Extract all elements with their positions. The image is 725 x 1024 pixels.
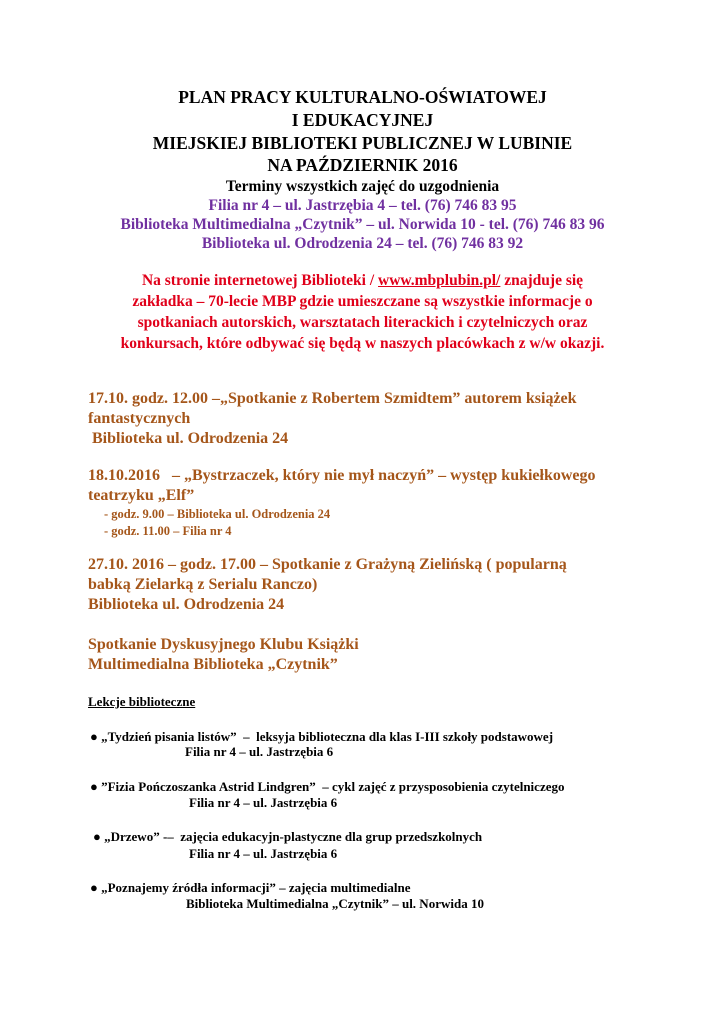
contact-czytnik: Biblioteka Multimedialna „Czytnik” – ul. Norwida 10 - tel. (76) 746 83 96 [120, 216, 605, 233]
event-4-line-1: Spotkanie Dyskusyjnego Klubu Książki [88, 636, 359, 653]
event-2-line-2: teatrzyku „Elf” [88, 487, 195, 504]
title-line-3: MIEJSKIEJ BIBLIOTEKI PUBLICZNEJ W LUBINIE [152, 133, 573, 153]
notice-line-1 [0, 272, 725, 290]
notice-line-4: konkursach, które odbywać się będą w naszych placówkach z w/w okazji. [120, 335, 605, 352]
event-1-place: Biblioteka ul. Odrodzenia 24 [88, 430, 289, 447]
notice-line-3: spotkaniach autorskich, warsztatach literackich i czytelniczych oraz [137, 314, 588, 331]
lesson-2-title: ● ”Fizia Pończoszanka Astrid Lindgren” – cykl zajęć z przysposobienia czytelniczego [90, 779, 565, 794]
event-3-line-1: 27.10. 2016 – godz. 17.00 – Spotkanie z Grażyną Zielińską ( popularną [88, 556, 567, 573]
lesson-3-title: ● „Drzewo” -– zajęcia edukacyjn-plastyczne dla grup przedszkolnych [93, 829, 483, 844]
title-line-4: NA PAŹDZIERNIK 2016 [267, 155, 458, 175]
event-2-time-1: - godz. 9.00 – Biblioteka ul. Odrodzenia 24 [104, 507, 331, 521]
notice-text: Na stronie internetowej Biblioteki / [141, 272, 379, 289]
contact-filia-4: Filia nr 4 – ul. Jastrzębia 4 – tel. (76) 746 83 95 [208, 197, 517, 214]
event-2-time-2: - godz. 11.00 – Filia nr 4 [104, 524, 232, 538]
subtitle: Terminy wszystkich zajęć do uzgodnienia [225, 178, 500, 195]
title-line-1: PLAN PRACY KULTURALNO-OŚWIATOWEJ [178, 87, 547, 107]
notice-line-2: zakładka – 70-lecie MBP gdzie umieszczane są wszystkie informacje o [132, 293, 593, 310]
event-4-line-2: Multimedialna Biblioteka „Czytnik” [88, 656, 338, 673]
event-2-line-1: 18.10.2016 – „Bystrzaczek, który nie mył naczyń” – występ kukiełkowego [88, 467, 596, 484]
website-link[interactable]: www.mbplubin.pl/ [378, 272, 501, 289]
lesson-1-place: Filia nr 4 – ul. Jastrzębia 6 [185, 744, 334, 759]
lesson-4-place: Biblioteka Multimedialna „Czytnik” – ul. Norwida 10 [186, 896, 484, 911]
title-line-2: I EDUKACYJNEJ [291, 110, 434, 130]
lesson-4-title: ● „Poznajemy źródła informacji” – zajęcia multimedialne [90, 880, 411, 895]
lesson-1-title: ● „Tydzień pisania listów” – leksyja biblioteczna dla klas I-III szkoły podstawowej [90, 729, 554, 744]
contact-odrodzenia: Biblioteka ul. Odrodzenia 24 – tel. (76) 746 83 92 [201, 235, 524, 252]
event-3-place: Biblioteka ul. Odrodzenia 24 [88, 596, 285, 613]
lesson-2-place: Filia nr 4 – ul. Jastrzębia 6 [189, 795, 338, 810]
event-1-line-1: 17.10. godz. 12.00 –„Spotkanie z Robertem Szmidtem” autorem książek [88, 390, 577, 407]
event-3-line-2: babką Zielarką z Serialu Ranczo) [88, 576, 318, 593]
event-1-line-2: fantastycznych [88, 410, 191, 427]
lesson-3-place: Filia nr 4 – ul. Jastrzębia 6 [189, 846, 338, 861]
notice-text-end: znajduje się [500, 272, 584, 289]
lessons-heading: Lekcje biblioteczne [88, 694, 196, 709]
